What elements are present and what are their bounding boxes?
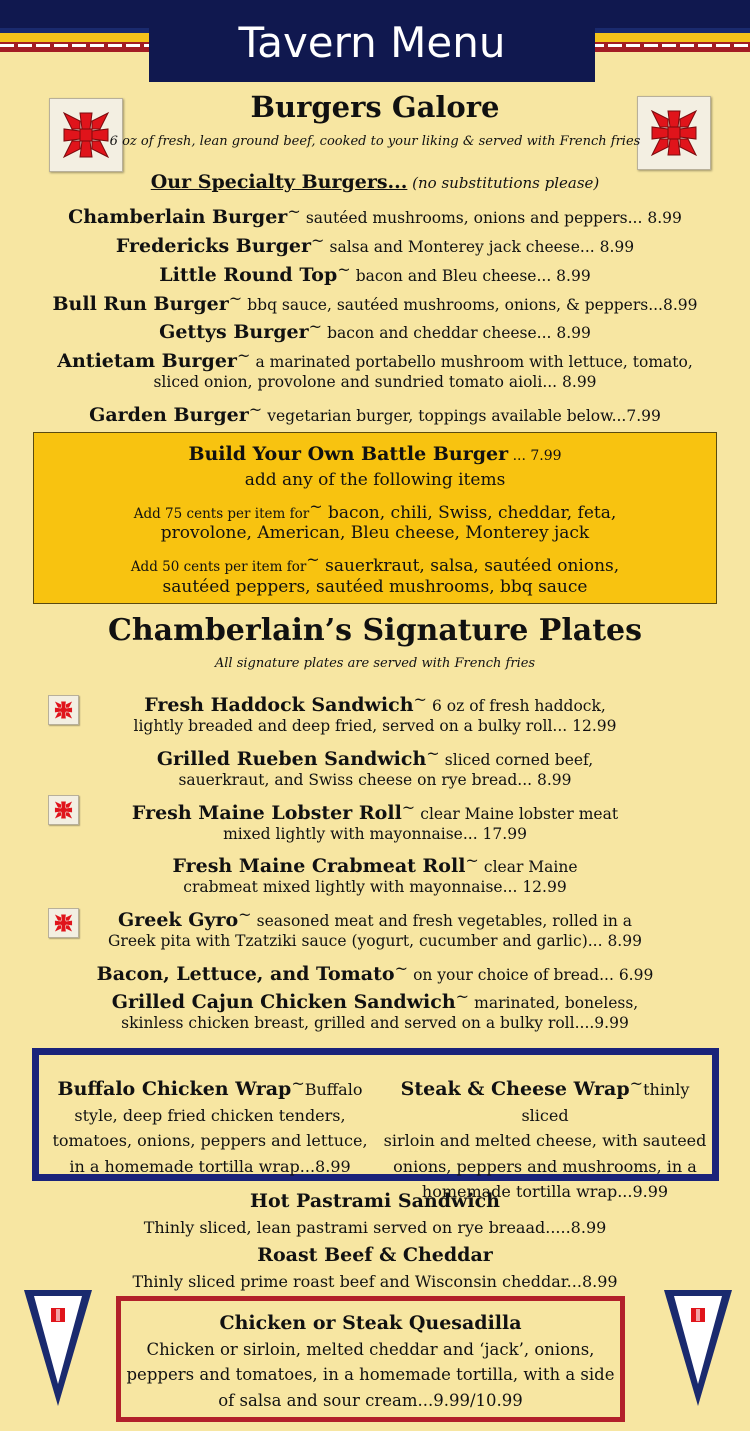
menu-item-rueben-desc2: sauerkraut, and Swiss cheese on rye bread... 8.99 [178,771,572,789]
menu-item-haddock: Fresh Haddock Sandwich~ 6 oz of fresh haddock, [144,690,606,716]
menu-item-greek-gyro-desc2: Greek pita with Tzatziki sauce (yogurt, cucumber and garlic)... 8.99 [108,932,642,950]
burgers-subtitle: 6 oz of fresh, lean ground beef, cooked to your liking & served with French fries [109,134,641,149]
byo-add75-b: provolone, American, Bleu cheese, Monterey jack [160,523,590,543]
header-stripe-left [0,28,160,54]
menu-item-chamberlain-burger: Chamberlain Burger~ sautéed mushrooms, onions and peppers... 8.99 [68,202,682,228]
signature-heading: Chamberlain’s Signature Plates [107,613,643,648]
quesadilla-l1: Chicken or sirloin, melted cheddar and ‘jack’, onions, [146,1339,595,1359]
byo-add75-a: bacon, chili, Swiss, cheddar, feta, [328,503,617,523]
menu-item-crabmeat-roll: Fresh Maine Crabmeat Roll~ clear Maine [172,851,578,877]
byo-title: Build Your Own Battle Burger [188,443,509,465]
menu-item-blt: Bacon, Lettuce, and Tomato~ on your choice of bread... 6.99 [96,959,654,985]
menu-item-little-round-top: Little Round Top~ bacon and Bleu cheese... 8.99 [159,260,591,286]
pennant-icon [24,1290,92,1408]
byo-add75-row: Add 75 cents per item for~ bacon, chili, Swiss, cheddar, feta, [133,497,617,523]
roastbeef-desc: Thinly sliced prime roast beef and Wisconsin cheddar...8.99 [132,1272,618,1291]
byo-add50-b: sautéed peppers, sautéed mushrooms, bbq sauce [162,577,588,597]
menu-item-cajun-chicken-desc2: skinless chicken breast, grilled and served on a bulky roll....9.99 [121,1014,629,1032]
menu-item-antietam-burger-desc2: sliced onion, provolone and sundried tomato aioli... 8.99 [153,373,597,391]
buffalo-wrap: Buffalo Chicken Wrap~Buffalo style, deep fried chicken tenders, tomatoes, onions, peppers and lettuce, in a homemade tortilla wrap...8.99 [52,1074,368,1176]
menu-item-antietam-burger: Antietam Burger~ a marinated portabello mushroom with lettuce, tomato, [57,346,693,372]
page-title: Tavern Menu [149,0,595,82]
pennant-icon [664,1290,732,1408]
menu-item-crabmeat-roll-desc2: crabmeat mixed lightly with mayonnaise... 12.99 [183,878,567,896]
byo-add50-label: Add 50 cents per item for [130,559,307,575]
header-stripe-right [590,28,750,54]
quesadilla-l2: peppers and tomatoes, in a homemade tortilla, with a side [126,1365,615,1384]
signature-subtitle: All signature plates are served with French fries [214,656,536,671]
steak-cheese-wrap: Steak & Cheese Wrap~thinly sliced sirloin and melted cheese, with sauteed onions, peppers and mushrooms, in a homemade tortilla wrap...9.99 [383,1074,707,1201]
quesadilla-box [116,1296,625,1422]
menu-item-lobster-roll: Fresh Maine Lobster Roll~ clear Maine lobster meat [131,798,619,824]
menu-item-lobster-roll-desc2: mixed lightly with mayonnaise... 17.99 [223,825,527,843]
byo-add50-row: Add 50 cents per item for~ sauerkraut, salsa, sautéed onions, [130,550,620,576]
menu-item-rueben: Grilled Rueben Sandwich~ sliced corned beef, [156,744,594,770]
byo-line1: add any of the following items [244,470,506,490]
quesadilla-name: Chicken or Steak Quesadilla [219,1312,522,1334]
roastbeef-name: Roast Beef & Cheddar [257,1244,493,1266]
byo-title-row [34,443,716,465]
specialty-note: (no substitutions please) [407,174,600,192]
build-your-own-box [33,432,717,604]
menu-item-garden-burger: Garden Burger~ vegetarian burger, toppings available below...7.99 [89,400,661,426]
specialty-header [0,171,750,193]
menu-item-cajun-chicken: Grilled Cajun Chicken Sandwich~ marinated, boneless, [111,987,639,1013]
byo-add50-a: sauerkraut, salsa, sautéed onions, [325,556,620,576]
menu-item-haddock-desc2: lightly breaded and deep fried, served on a bulky roll... 12.99 [133,717,617,735]
pastrami-desc: Thinly sliced, lean pastrami served on rye breaad.....8.99 [143,1218,607,1237]
byo-add75-label: Add 75 cents per item for [133,506,310,522]
burgers-heading: Burgers Galore [250,90,500,124]
specialty-title: Our Specialty Burgers... [150,171,408,193]
menu-item-gettys-burger: Gettys Burger~ bacon and cheddar cheese... 8.99 [159,317,591,343]
quesadilla-l3: of salsa and sour cream...9.99/10.99 [218,1390,523,1410]
menu-item-greek-gyro: Greek Gyro~ seasoned meat and fresh vegetables, rolled in a [118,905,632,931]
pastrami-name: Hot Pastrami Sandwich [250,1190,500,1212]
menu-item-fredericks-burger: Fredericks Burger~ salsa and Monterey jack cheese... 8.99 [115,231,635,257]
byo-price: ... 7.99 [508,448,562,464]
menu-item-bull-run-burger: Bull Run Burger~ bbq sauce, sautéed mushrooms, onions, & peppers...8.99 [52,289,698,315]
